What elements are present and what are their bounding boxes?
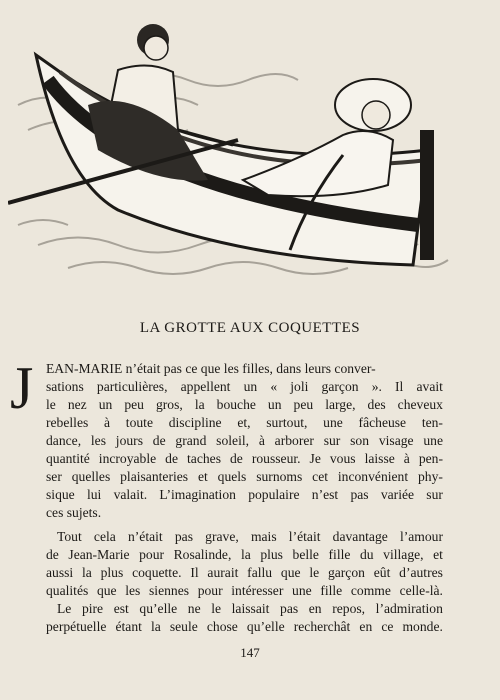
boat-illustration <box>8 10 452 295</box>
text-line-3: le nez un peu gros, la bouche un peu large, des cheveux <box>46 397 443 412</box>
text-line-8: sique lui valait. L’imagination populaire n’est pas variée sur <box>46 487 443 502</box>
first-word-small-caps: EAN-MARIE <box>46 361 123 376</box>
text-line-2: sations particulières, appellent un « joli garçon ». Il avait <box>46 379 443 394</box>
text-line-12: aussi la plus coquette. Il aurait fallu que le garçon eût d’autres <box>46 565 443 580</box>
text-line-10: Tout cela n’était pas grave, mais l’était davantage l’amour <box>57 529 443 544</box>
page-number: 147 <box>240 645 260 660</box>
text-line-15: perpétuelle étant la seule chose qu’elle recherchât en ce monde. <box>46 619 443 634</box>
drop-cap: J <box>10 355 34 421</box>
text-line-6: quantité incroyable de taches de rousseur. Je vous laisse à pen- <box>46 451 443 466</box>
text-line-1 <box>46 360 443 377</box>
text-line-5: dance, les jours de grand soleil, à arborer sur son visage une <box>46 433 443 448</box>
text-line-4: rebelles à toute discipline et, surtout, une fâcheuse ten- <box>46 415 443 430</box>
chapter-title: LA GROTTE AUX COQUETTES <box>139 320 361 336</box>
text-line-9: ces sujets. <box>46 505 102 520</box>
line-1-text: n’était pas ce que les filles, dans leurs conver- <box>122 361 376 376</box>
text-line-14: Le pire est qu’elle ne le laissait pas en repos, l’admiration <box>57 601 443 616</box>
text-line-13: qualités que les siennes pour intéresser une fille comme celle-là. <box>46 583 443 598</box>
text-line-7: ser quelles plaisanteries et quels surnoms cet inconvénient phy- <box>46 469 443 484</box>
text-line-11: de Jean-Marie pour Rosalinde, la plus belle fille du village, et <box>46 547 443 562</box>
